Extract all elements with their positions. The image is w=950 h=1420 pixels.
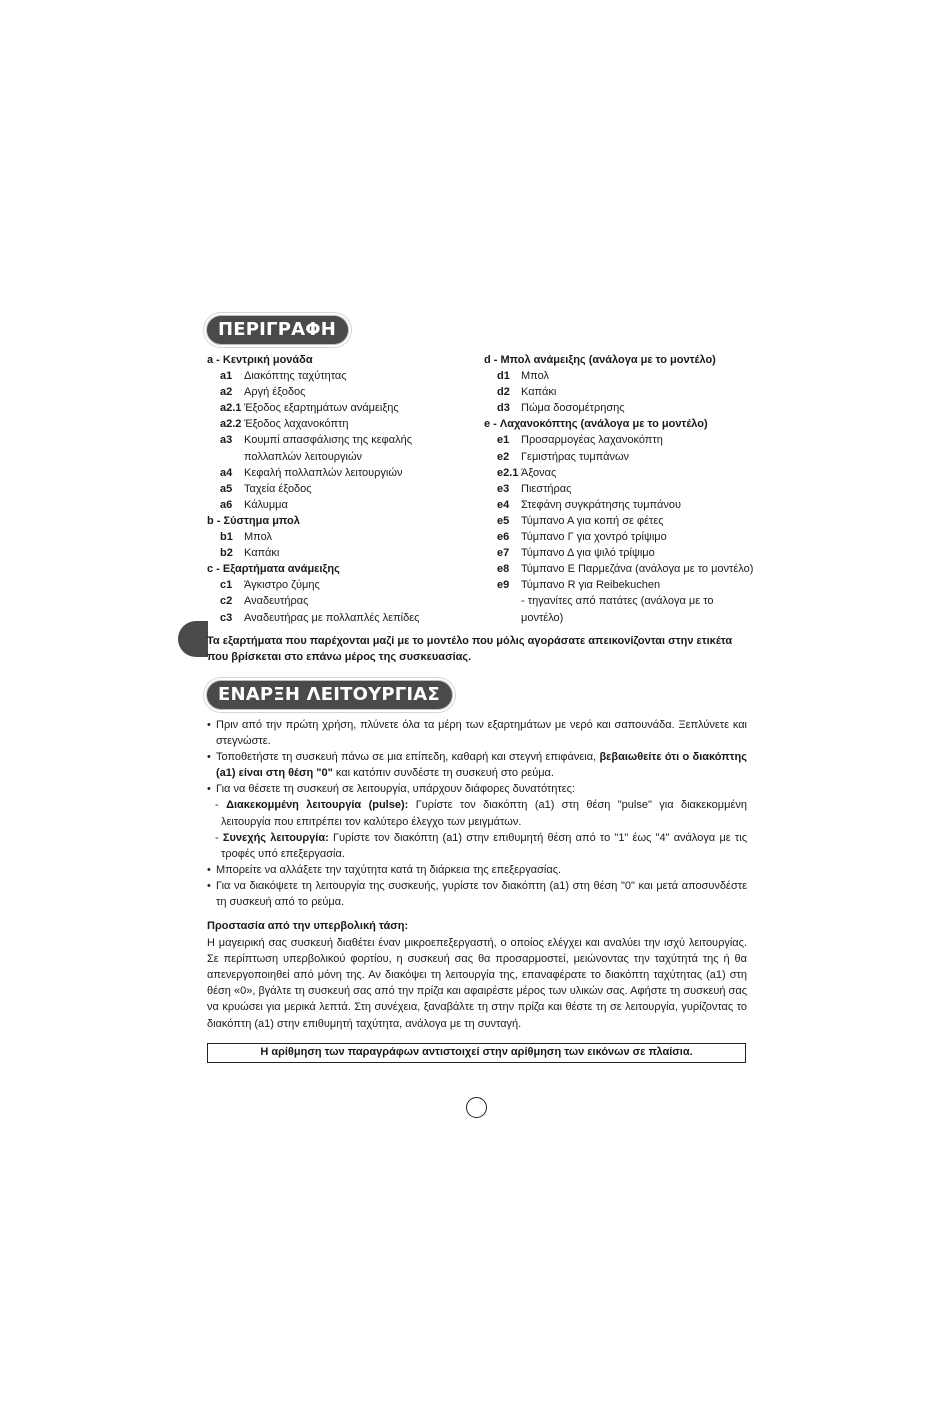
bullet-text: και κατόπιν συνδέστε τη συσκευή στο ρεύμα. <box>332 767 554 780</box>
part-text: Αναδευτήρας με πολλαπλές λεπίδες <box>244 611 420 624</box>
part-item <box>207 593 467 609</box>
part-text: Κεφαλή πολλαπλών λειτουργιών <box>244 466 403 479</box>
accessories-note: Τα εξαρτήματα που παρέχονται μαζί με το μοντέλο που μόλις αγοράσατε απεικονίζονται στην ετικέτα που βρίσκεται στο επάνω μέρος της συσκευασίας. <box>207 635 733 664</box>
part-text: Στεφάνη συγκράτησης τυμπάνου <box>521 498 681 511</box>
bullet-text: Τοποθετήστε τη συσκευή πάνω σε μια επίπεδη, καθαρή και στεγνή επιφάνεια, <box>216 751 600 764</box>
group-title-b: b - Σύστημα μπολ <box>207 514 300 527</box>
part-item-continued <box>207 449 467 465</box>
part-item <box>484 481 754 497</box>
part-item <box>207 577 467 593</box>
part-text: Αργή έξοδος <box>244 386 306 399</box>
bullet-item <box>207 781 747 797</box>
sub-item-title: Διακεκομμένη λειτουργία (pulse): <box>226 799 409 812</box>
sub-item-title: Συνεχής λειτουργία: <box>222 831 329 844</box>
part-text: Τύμπανο Α για κοπή σε φέτες <box>521 514 664 527</box>
part-item <box>484 368 754 384</box>
part-code: d3 <box>497 402 510 415</box>
part-code: e2 <box>497 450 510 463</box>
part-item <box>484 449 754 465</box>
part-code: d2 <box>497 386 510 399</box>
group-title-d: d - Μπολ ανάμειξης (ανάλογα με το μοντέλο) <box>484 354 716 366</box>
part-item <box>207 465 467 481</box>
part-code: e5 <box>497 514 510 527</box>
part-code: b2 <box>220 547 233 560</box>
part-text: Τύμπανο Γ για χοντρό τρίψιμο <box>521 531 667 544</box>
part-item <box>484 545 754 561</box>
section-heading-start: ΕΝΑΡΞΗ ΛΕΙΤΟΥΡΓΙΑΣ <box>207 681 452 709</box>
part-text: Μπολ <box>521 370 550 383</box>
bullet-text: Για να θέσετε τη συσκευή σε λειτουργία, υπάρχουν διάφορες δυνατότητες: <box>216 783 575 796</box>
sub-item-pulse: - Διακεκομμένη λειτουργία (pulse): Γυρίστε τον διακόπτη (a1) στη θέση "pulse" για διακεκομμένη λειτουργία που επιτρέπει τον καλύτερο έλεγχο των μειγμάτων. <box>215 799 747 828</box>
part-code: a5 <box>220 482 233 495</box>
part-item <box>207 481 467 497</box>
part-code: a1 <box>220 370 233 383</box>
part-text: Τύμπανο Δ για ψιλό τρίψιμο <box>521 547 655 560</box>
part-text: Άξονας <box>521 466 557 479</box>
part-item <box>484 432 754 448</box>
bullet-text-bold: βεβαιωθείτε ότι ο διακόπτης (a1) είναι στη θέση "0" <box>216 751 747 780</box>
part-text: Καπάκι <box>521 386 557 399</box>
part-code: b1 <box>220 531 233 544</box>
part-item <box>484 561 754 577</box>
part-item <box>484 513 754 529</box>
part-text: Τύμπανο R για Reibekuchen <box>521 579 661 592</box>
part-item <box>207 610 467 626</box>
part-item <box>207 432 467 448</box>
sub-item-continuous: - Συνεχής λειτουργία: Γυρίστε τον διακόπτη (a1) στην επιθυμητή θέση από το "1" έως "4" ανάλογα με τις τροφές υπό επεξεργασία. <box>215 831 747 860</box>
part-text: Μπολ <box>244 531 273 544</box>
part-text: Ταχεία έξοδος <box>244 482 312 495</box>
group-title-c: c - Εξαρτήματα ανάμειξης <box>207 563 340 576</box>
part-item <box>207 529 467 545</box>
part-code: e1 <box>497 434 510 447</box>
part-code: e7 <box>497 547 510 560</box>
bullet-text: Για να διακόψετε τη λειτουργία της συσκευής, γυρίστε τον διακόπτη (a1) στη θέση "0" και μετά αποσυνδέστε τη συσκευή από το ρεύμα. <box>216 879 747 909</box>
bullet-item <box>207 878 747 910</box>
page-number-circle <box>466 1097 487 1118</box>
bullet-text: Μπορείτε να αλλάξετε την ταχύτητα κατά τη διάρκεια της επεξεργασίας. <box>216 863 562 876</box>
bullet-item <box>207 717 747 749</box>
bullet-text: Πριν από την πρώτη χρήση, πλύνετε όλα τα μέρη των εξαρτημάτων με νερό και σαπουνάδα. Ξεπλύνετε και στεγνώστε. <box>216 719 747 748</box>
part-text: Πιεστήρας <box>521 482 572 495</box>
part-text: - τηγανίτες από πατάτες (ανάλογα με το μοντέλο) <box>521 595 714 624</box>
section-heading-description: ΠΕΡΙΓΡΑΦΗ <box>207 316 348 344</box>
part-text: Τύμπανο Ε Παρμεζάνα (ανάλογα με το μοντέλο) <box>521 563 754 576</box>
part-item <box>207 368 467 384</box>
part-text: Έξοδος λαχανοκόπτη <box>244 418 349 431</box>
part-code: a3 <box>220 434 233 447</box>
parts-list-left <box>207 352 467 626</box>
part-text: Πώμα δοσομέτρησης <box>521 402 625 415</box>
part-code: e6 <box>497 531 510 544</box>
part-text: Αναδευτήρας <box>244 595 309 608</box>
part-code: e2.1 <box>497 466 519 479</box>
language-tab-marker <box>178 621 208 657</box>
part-text: Έξοδος εξαρτημάτων ανάμειξης <box>244 402 399 415</box>
part-item <box>484 577 754 593</box>
part-item <box>207 545 467 561</box>
part-code: a2.2 <box>220 418 242 431</box>
part-item <box>207 416 467 432</box>
overload-protection-title: Προστασία από την υπερβολική τάση: <box>207 920 409 932</box>
part-code: a2.1 <box>220 402 242 415</box>
group-title-e: e - Λαχανοκόπτης (ανάλογα με το μοντέλο) <box>484 418 708 431</box>
part-item <box>484 529 754 545</box>
group-title-a: a - Κεντρική μονάδα <box>207 354 313 366</box>
part-item <box>484 384 754 400</box>
part-text: Κουμπί απασφάλισης της κεφαλής <box>244 434 413 447</box>
bullet-item <box>207 749 747 781</box>
part-code: c1 <box>220 579 233 592</box>
part-item <box>484 465 754 481</box>
sub-item-text: Γυρίστε τον διακόπτη (a1) στη θέση "pulse" για διακεκομμένη λειτουργία που επιτρέπει τον καλύτερο έλεγχο των μειγμάτων. <box>221 799 747 828</box>
part-text: Διακόπτης ταχύτητας <box>244 370 347 383</box>
part-text: Κάλυμμα <box>244 498 288 511</box>
part-code: a6 <box>220 498 233 511</box>
part-code: c3 <box>220 611 233 624</box>
part-text: Γεμιστήρας τυμπάνων <box>521 450 630 463</box>
part-code: c2 <box>220 595 233 608</box>
overload-protection-section <box>207 918 747 1032</box>
part-code: a2 <box>220 386 233 399</box>
part-item <box>207 400 467 416</box>
overload-protection-body: Η μαγειρική σας συσκευή διαθέτει έναν μικροεπεξεργαστή, ο οποίος ελέγχει και αναλύει την ισχύ λειτουργίας. Σε περίπτωση υπερβολικού φορτίου, η συσκευή σας θα προσαρμοστεί, μειώνοντας την ταχύτητά της ή θα απενεργοποιηθεί από μόνη της. Αν διακόψει τη λειτουργία της, επαναφέρατε το διακόπτη ταχύτητας (a1) στη θέση «0», βγάλτε τη συσκευή σας από την πρίζα και αφαιρέστε μέρος των υλικών σας. Αφήστε τη συσκευή σας να κρυώσει για μερικά λεπτά. Στη συνέχεια, ξαναβάλτε τη στην πρίζα και θέστε τη σε λειτουργία, γυρίζοντας το διακόπτη (a1) στην επιθυμητή ταχύτητα, ανάλογα με τη συνταγή. <box>207 937 747 1030</box>
part-code: e3 <box>497 482 510 495</box>
start-instructions <box>207 717 747 910</box>
bullet-item <box>207 862 747 878</box>
part-code: d1 <box>497 370 510 383</box>
part-item <box>207 497 467 513</box>
part-item <box>207 384 467 400</box>
part-code: e8 <box>497 563 510 576</box>
part-code: a4 <box>220 466 233 479</box>
part-text: πολλαπλών λειτουργιών <box>244 450 363 463</box>
part-code: e9 <box>497 579 510 592</box>
part-text: Καπάκι <box>244 547 280 560</box>
part-text: Άγκιστρο ζύμης <box>244 579 320 592</box>
part-item <box>484 497 754 513</box>
numbering-note-box: Η αρίθμηση των παραγράφων αντιστοιχεί στην αρίθμηση των εικόνων σε πλαίσια. <box>207 1043 746 1063</box>
part-item-extra <box>484 593 754 625</box>
sub-item-text: Γυρίστε τον διακόπτη (a1) στην επιθυμητή θέση από το "1" έως "4" ανάλογα με τις τροφές υπό επεξεργασία. <box>221 831 747 860</box>
parts-list-right <box>484 352 754 626</box>
part-code: e4 <box>497 498 510 511</box>
part-item <box>484 400 754 416</box>
part-text: Προσαρμογέας λαχανοκόπτη <box>521 434 663 447</box>
